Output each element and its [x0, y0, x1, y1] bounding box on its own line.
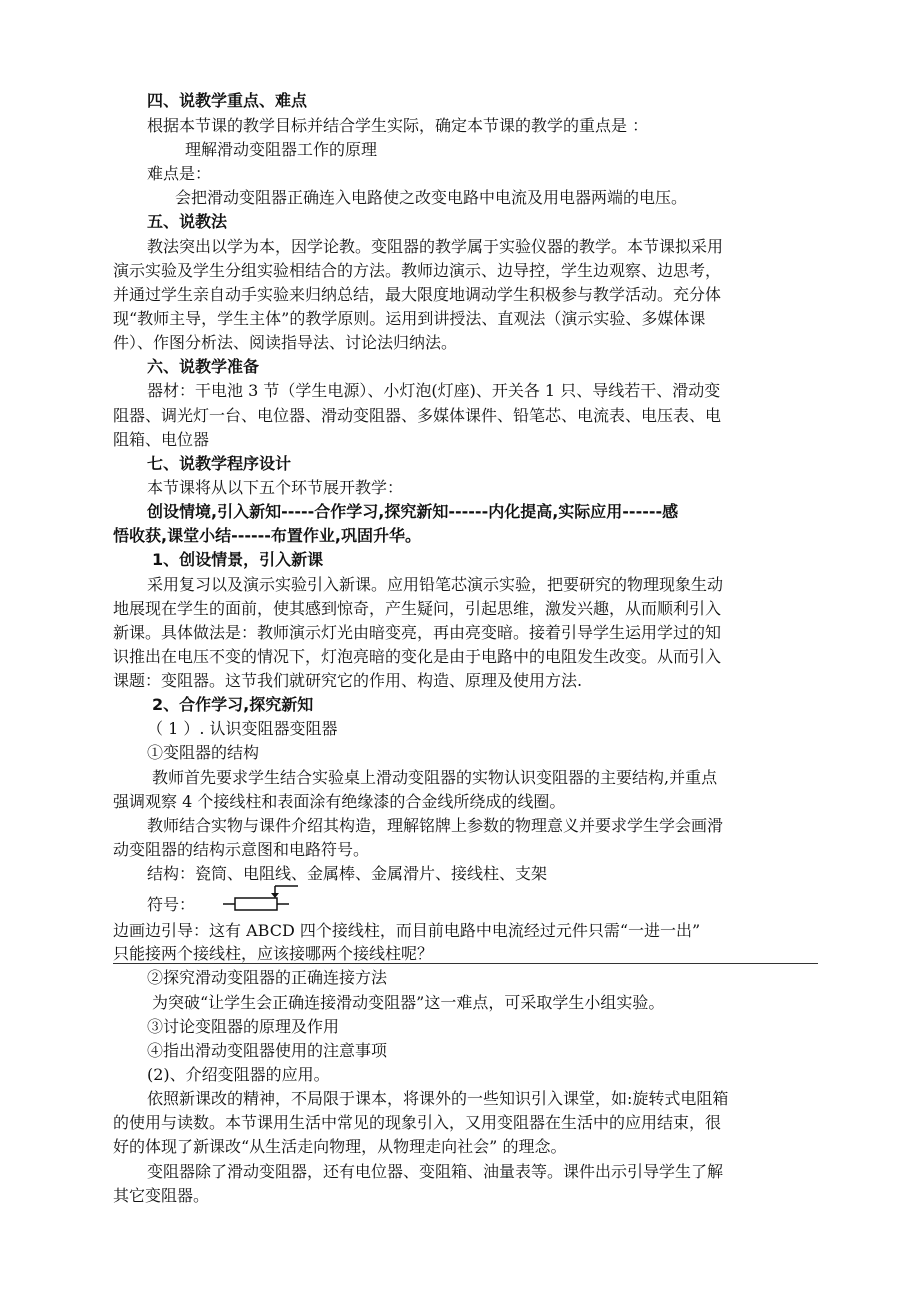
paragraph-line: 结构：瓷筒、电阻线、金属棒、金属滑片、接线柱、支架	[147, 864, 548, 883]
paragraph-line: 根据本节课的教学目标并结合学生实际，确定本节课的教学的重点是 ：	[147, 116, 649, 135]
heading-teaching-preparation: 六、说教学准备	[147, 357, 260, 376]
heading-teaching-procedure: 七、说教学程序设计	[147, 454, 292, 473]
paragraph-line: 好的体现了新课改“从生活走向物理，从物理走向社会” 的理念。	[113, 1137, 567, 1156]
paragraph-line: 新课。具体做法是：教师演示灯光由暗变亮，再由亮变暗。接着引导学生运用学过的知	[113, 623, 722, 642]
paragraph-line: ③讨论变阻器的原理及作用	[147, 1017, 340, 1036]
divider	[113, 963, 818, 964]
paragraph-line: 地展现在学生的面前，使其感到惊奇，产生疑问，引起思维，激发兴趣，从而顺利引入	[113, 599, 722, 618]
paragraph-line: 动变阻器的结构示意图和电路符号。	[113, 840, 370, 859]
paragraph-line: 阻箱、电位器	[113, 430, 210, 449]
paragraph-line: 难点是：	[147, 164, 212, 183]
paragraph-line: 为突破“让学生会正确连接滑动变阻器”这一难点，可采取学生小组实验。	[152, 993, 665, 1012]
paragraph-line: ②探究滑动变阻器的正确连接方法	[147, 968, 388, 987]
paragraph-line: 依照新课改的精神，不局限于课本，将课外的一些知识引入课堂，如:旋转式电阻箱	[147, 1089, 729, 1108]
paragraph-line: ④指出滑动变阻器使用的注意事项	[147, 1041, 388, 1060]
heading-teaching-focus: 四、说教学重点、难点	[147, 91, 308, 110]
procedure-flow-line: 悟收获,课堂小结------布置作业,巩固升华。	[113, 526, 422, 545]
paragraph-line: 本节课将从以下五个环节展开教学：	[147, 478, 404, 497]
paragraph-line: 件）、作图分析法、阅读指导法、讨论法归纳法。	[113, 333, 458, 352]
paragraph-line: 其它变阻器。	[113, 1186, 210, 1205]
paragraph-line: ①变阻器的结构	[147, 743, 260, 762]
paragraph-line: 会把滑动变阻器正确连入电路使之改变电路中电流及用电器两端的电压。	[175, 188, 688, 207]
paragraph-line: 课题：变阻器。这节我们就研究它的作用、构造、原理及使用方法.	[113, 671, 583, 690]
paragraph-line: 教师首先要求学生结合实验桌上滑动变阻器的实物认识变阻器的主要结构,并重点	[152, 768, 718, 787]
procedure-flow-line: 创设情境,引入新知-----合作学习,探究新知------内化提高,实际应用------感	[147, 502, 679, 521]
paragraph-line: (2)、介绍变阻器的应用。	[147, 1065, 330, 1084]
paragraph-line: 并通过学生亲自动手实验来归纳总结，最大限度地调动学生积极参与教学活动。充分体	[113, 285, 722, 304]
paragraph-line: 器材：干电池 3 节（学生电源）、小灯泡(灯座)、开关各 1 只、导线若干、滑动变	[147, 381, 721, 400]
paragraph-line: 理解滑动变阻器工作的原理	[185, 140, 378, 159]
heading-step-2: 2、合作学习,探究新知	[152, 695, 314, 714]
paragraph-line: 识推出在电压不变的情况下，灯泡亮暗的变化是由于电路中的电阻发生改变。从而引入	[113, 647, 722, 666]
heading-step-1: 1、创设情景，引入新课	[152, 550, 324, 569]
rheostat-symbol-icon	[219, 883, 299, 917]
paragraph-line: 强调观察 4 个接线柱和表面涂有绝缘漆的合金线所绕成的线圈。	[113, 792, 566, 811]
paragraph-line: （ 1 ）. 认识变阻器变阻器	[147, 719, 338, 738]
paragraph-line: 现“教师主导，学生主体”的教学原则。运用到讲授法、直观法（演示实验、多媒体课	[113, 309, 706, 328]
symbol-label: 符号：	[147, 895, 196, 914]
paragraph-line: 只能接两个接线柱，应该接哪两个接线柱呢？	[113, 944, 434, 963]
paragraph-line: 边画边引导：这有 ABCD 四个接线柱，而目前电路中电流经过元件只需“一进一出”	[113, 921, 701, 940]
paragraph-line: 变阻器除了滑动变阻器，还有电位器、变阻箱、油量表等。课件出示引导学生了解	[147, 1162, 724, 1181]
paragraph-line: 教师结合实物与课件介绍其构造，理解铭牌上参数的物理意义并要求学生学会画滑	[147, 816, 724, 835]
paragraph-line: 的使用与读数。本节课用生活中常见的现象引入，又用变阻器在生活中的应用结束，很	[113, 1113, 722, 1132]
heading-teaching-method: 五、说教法	[147, 212, 228, 231]
paragraph-line: 演示实验及学生分组实验相结合的方法。教师边演示、边导控，学生边观察、边思考，	[113, 261, 722, 280]
paragraph-line: 采用复习以及演示实验引入新课。应用铅笔芯演示实验，把要研究的物理现象生动	[147, 575, 724, 594]
paragraph-line: 教法突出以学为本，因学论教。变阻器的教学属于实验仪器的教学。本节课拟采用	[147, 237, 724, 256]
paragraph-line: 阻器、调光灯一台、电位器、滑动变阻器、多媒体课件、铅笔芯、电流表、电压表、电	[113, 406, 722, 425]
